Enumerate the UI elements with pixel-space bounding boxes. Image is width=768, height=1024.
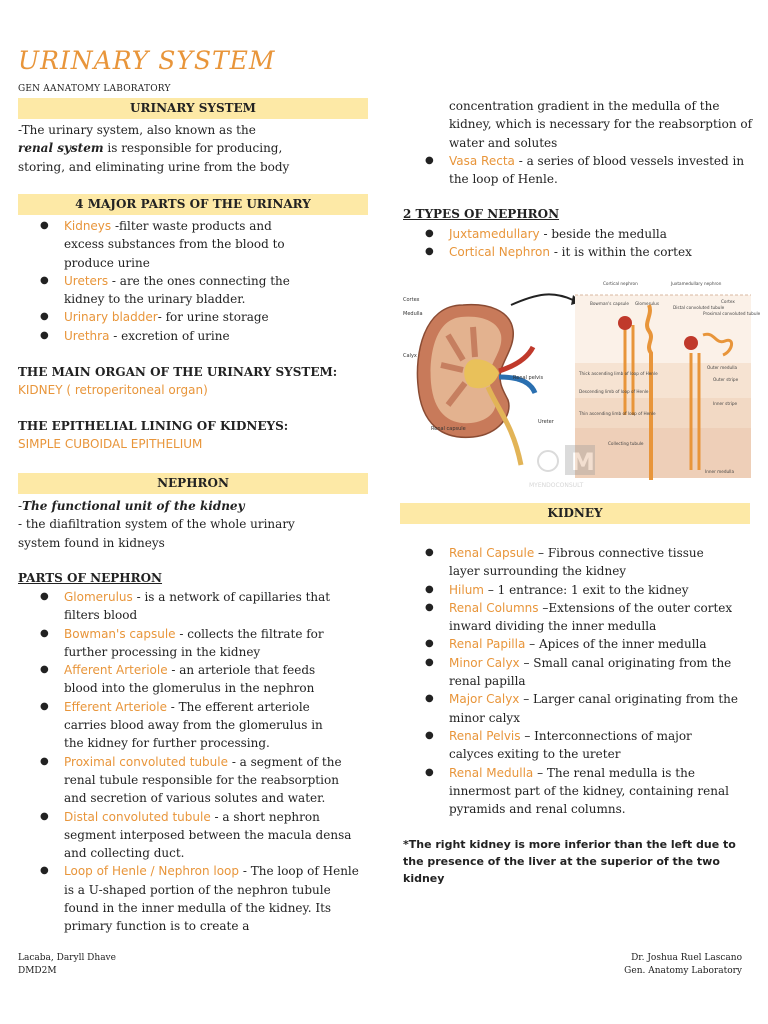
desc-bowmans-capsule: - collects the filtrate for further processing in the kidney bbox=[64, 626, 324, 659]
list-item bbox=[403, 599, 738, 636]
intro-pre: -The urinary system, also known as the bbox=[18, 123, 256, 137]
term-renal-columns: Renal Columns bbox=[449, 600, 539, 615]
label-distal-tubule: Distal convoluted tubule bbox=[673, 305, 725, 310]
footer-right bbox=[624, 952, 742, 978]
kidney-parts-list bbox=[403, 544, 738, 818]
term-minor-calyx: Minor Calyx bbox=[449, 655, 520, 670]
section-band-kidney: KIDNEY bbox=[400, 503, 750, 524]
term-renal-medulla: Renal Medulla bbox=[449, 765, 534, 780]
desc-hilum: – 1 entrance: 1 exit to the kidney bbox=[484, 582, 689, 597]
desc-juxtamedullary: - beside the medulla bbox=[539, 227, 667, 241]
zone-outer-medulla: Outer medulla bbox=[707, 365, 738, 370]
intro-paragraph bbox=[18, 121, 303, 176]
desc-urinary-bladder: - for urine storage bbox=[157, 310, 269, 325]
label-proximal-tubule: Proximal convoluted tubule bbox=[703, 311, 761, 316]
term-loop-of-henle: Loop of Henle / Nephron loop bbox=[64, 864, 240, 879]
term-kidneys: Kidneys bbox=[64, 219, 112, 233]
list-item bbox=[403, 243, 753, 261]
section-band-major-parts: 4 MAJOR PARTS OF THE URINARY bbox=[18, 194, 368, 215]
list-item bbox=[403, 152, 753, 189]
section-band-nephron: NEPHRON bbox=[18, 473, 368, 494]
desc-major-calyx: – Larger canal originating from the minor calyx bbox=[449, 692, 738, 725]
section-band-urinary-system: URINARY SYSTEM bbox=[18, 98, 368, 119]
desc-renal-medulla: – The renal medulla is the innermost part of the kidney, containing renal pyramids and renal columns. bbox=[449, 765, 729, 817]
list-item bbox=[18, 808, 363, 863]
label-cortex: Cortex bbox=[403, 297, 420, 303]
desc-renal-columns: –Extensions of the outer cortex inward dividing the inner medulla bbox=[449, 600, 733, 634]
page-subtitle: GEN AANATOMY LABORATORY bbox=[18, 84, 171, 94]
term-renal-papilla: Renal Papilla bbox=[449, 637, 526, 652]
desc-glomerulus: - is a network of capillaries that filters blood bbox=[64, 590, 331, 623]
label-renal-capsule: Renal capsule bbox=[431, 426, 466, 432]
desc-ureters: - are the ones connecting the kidney to the urinary bladder. bbox=[64, 273, 290, 307]
intro-emphasis: renal system bbox=[18, 141, 104, 156]
watermark-text: MYENDOCONSULT bbox=[529, 482, 584, 489]
label-renal-pelvis: Renal pelvis bbox=[513, 375, 544, 381]
label-thick-ascending: Thick ascending limb of loop of Henle bbox=[579, 371, 658, 376]
intro-post: is responsible for producing, storing, and eliminating urine from the body bbox=[18, 141, 290, 174]
list-item bbox=[18, 308, 293, 326]
desc-urethra: - excretion of urine bbox=[109, 328, 230, 343]
list-item bbox=[18, 327, 293, 345]
nephron-def-2: - the diafiltration system of the whole urinary system found in kidneys bbox=[18, 517, 295, 550]
desc-renal-capsule: – Fibrous connective tissue layer surrounding the kidney bbox=[449, 546, 704, 579]
term-major-calyx: Major Calyx bbox=[449, 692, 520, 707]
main-organ-heading: THE MAIN ORGAN OF THE URINARY SYSTEM: bbox=[18, 365, 338, 379]
list-item bbox=[18, 625, 363, 662]
epithelial-heading: THE EPITHELIAL LINING OF KIDNEYS: bbox=[18, 419, 289, 433]
label-descending: Descending limb of loop of Henle bbox=[579, 389, 649, 394]
student-name: Lacaba, Daryll Dhave bbox=[18, 953, 116, 963]
label-collecting-tubule: Collecting tubule bbox=[608, 441, 644, 446]
list-item bbox=[403, 690, 738, 727]
zone-cortex: Cortex bbox=[721, 299, 735, 304]
kidney-position-note: *The right kidney is more inferior than the left due to the presence of the liver at the superior of the two kidney bbox=[403, 838, 736, 885]
list-item bbox=[403, 654, 738, 691]
term-urinary-bladder: Urinary bladder bbox=[64, 310, 158, 325]
desc-cortical-nephron: - it is within the cortex bbox=[550, 245, 692, 260]
vasa-recta-list bbox=[403, 152, 753, 189]
desc-proximal-tubule: - a segment of the renal tubule responsible for the reabsorption and secretion of various solutes and water. bbox=[64, 754, 342, 806]
list-item bbox=[403, 727, 738, 764]
nephron-def-prefix: - bbox=[18, 499, 23, 513]
label-medulla: Medulla bbox=[403, 311, 423, 317]
kidney-nephron-figure bbox=[403, 265, 761, 495]
label-thin-ascending: Thin ascending limb of loop of Henle bbox=[579, 411, 656, 416]
desc-efferent-arteriole: - The efferent arteriole carries blood away from the glomerulus in the kidney for further processing. bbox=[64, 699, 323, 751]
term-proximal-tubule: Proximal convoluted tubule bbox=[64, 754, 228, 769]
zone-inner-stripe: Inner stripe bbox=[713, 401, 738, 406]
desc-loop-of-henle: - The loop of Henle is a U-shaped portion of the nephron tubule found in the inner medulla of the kidney. Its primary function is to create a bbox=[64, 864, 359, 934]
nephron-types-list bbox=[403, 225, 753, 262]
list-item bbox=[403, 581, 738, 599]
term-afferent-arteriole: Afferent Arteriole bbox=[64, 663, 168, 678]
desc-minor-calyx: – Small canal originating from the renal papilla bbox=[449, 655, 732, 689]
footer-left bbox=[18, 952, 116, 978]
label-juxtamedullary-nephron: Juxtamedullary nephron bbox=[671, 281, 722, 286]
term-renal-capsule: Renal Capsule bbox=[449, 546, 535, 560]
list-item bbox=[403, 635, 738, 653]
watermark-letter: M bbox=[571, 448, 595, 476]
list-item bbox=[18, 217, 293, 272]
term-ureters: Ureters bbox=[64, 273, 109, 288]
nephron-definition bbox=[18, 497, 318, 552]
list-item bbox=[18, 698, 363, 753]
main-organ-value: KIDNEY ( retroperitoneal organ) bbox=[18, 383, 208, 397]
types-of-nephron-heading: 2 TYPES OF NEPHRON bbox=[403, 207, 560, 221]
term-urethra: Urethra bbox=[64, 328, 110, 343]
desc-distal-tubule: - a short nephron segment interposed between the macula densa and collecting duct. bbox=[64, 809, 352, 861]
continued-text: concentration gradient in the medulla of the kidney, which is necessary for the reabsorption of water and solutes bbox=[449, 99, 753, 150]
label-cortical-nephron: Cortical nephron bbox=[603, 281, 638, 286]
list-item bbox=[403, 764, 738, 819]
list-item bbox=[18, 661, 363, 698]
list-item bbox=[403, 544, 738, 581]
list-item bbox=[18, 272, 293, 309]
label-calyx: Calyx bbox=[403, 353, 417, 359]
zone-outer-stripe: Outer stripe bbox=[713, 377, 739, 382]
term-renal-pelvis: Renal Pelvis bbox=[449, 728, 521, 743]
zone-inner-medulla: Inner medulla bbox=[705, 469, 735, 474]
label-glomerulus: Glomerulus bbox=[635, 301, 660, 306]
major-parts-list bbox=[18, 217, 293, 345]
label-bowmans-capsule: Bowman's capsule bbox=[590, 301, 629, 306]
epithelial-value: SIMPLE CUBOIDAL EPITHELIUM bbox=[18, 437, 203, 451]
term-cortical-nephron: Cortical Nephron bbox=[449, 245, 550, 260]
list-item bbox=[18, 753, 363, 808]
desc-afferent-arteriole: - an arteriole that feeds blood into the glomerulus in the nephron bbox=[64, 663, 316, 696]
desc-renal-pelvis: – Interconnections of major calyces exiting to the ureter bbox=[449, 728, 692, 762]
term-distal-tubule: Distal convoluted tubule bbox=[64, 809, 211, 824]
instructor-name: Dr. Joshua Ruel Lascano bbox=[631, 953, 742, 963]
term-efferent-arteriole: Efferent Arteriole bbox=[64, 699, 167, 714]
desc-renal-papilla: – Apices of the inner medulla bbox=[525, 637, 707, 652]
nephron-def-emphasis: The functional unit of the kidney bbox=[22, 499, 245, 513]
term-juxtamedullary: Juxtamedullary bbox=[449, 227, 540, 241]
desc-kidneys: -filter waste products and excess substances from the blood to produce urine bbox=[64, 219, 285, 270]
course-name: Gen. Anatomy Laboratory bbox=[624, 966, 742, 976]
page-title: URINARY SYSTEM bbox=[18, 46, 276, 75]
term-vasa-recta: Vasa Recta bbox=[449, 154, 515, 168]
nephron-panel bbox=[575, 295, 751, 480]
nephron-parts-list bbox=[18, 588, 363, 936]
list-item bbox=[18, 862, 363, 935]
term-hilum: Hilum bbox=[449, 582, 484, 597]
parts-of-nephron-heading: PARTS OF NEPHRON bbox=[18, 571, 163, 585]
label-ureter: Ureter bbox=[538, 419, 554, 425]
term-bowmans-capsule: Bowman's capsule bbox=[64, 626, 176, 641]
list-item bbox=[18, 588, 363, 625]
list-item bbox=[403, 225, 753, 243]
student-section: DMD2M bbox=[18, 966, 57, 976]
desc-vasa-recta: - a series of blood vessels invested in the loop of Henle. bbox=[449, 154, 745, 187]
term-glomerulus: Glomerulus bbox=[64, 590, 133, 604]
